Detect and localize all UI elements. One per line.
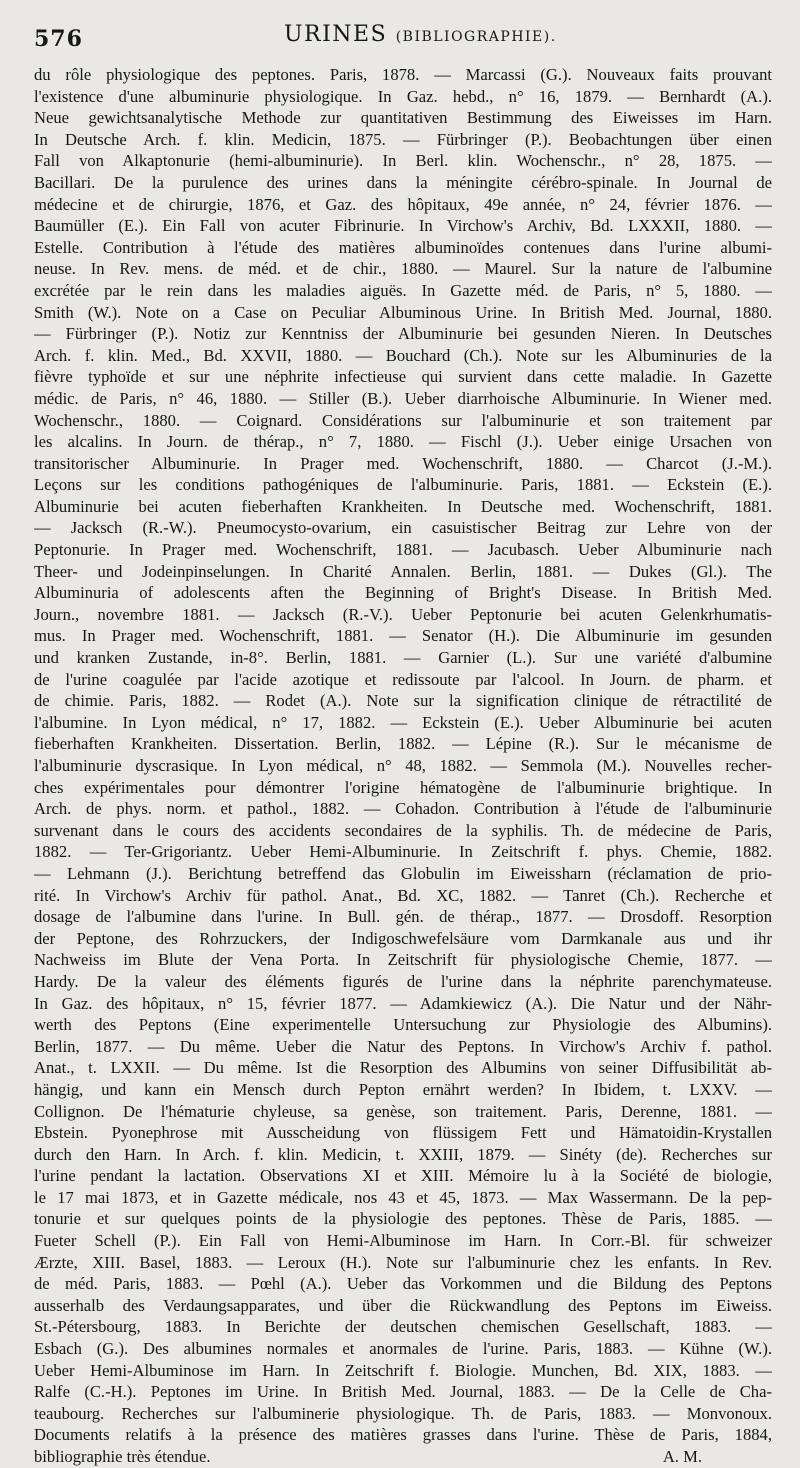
- text-line: de méd. Paris, 1883. — Pœhl (A.). Ueber das Vorkommen und die Bildung des Peptons: [34, 1274, 772, 1294]
- text-line: In Gaz. des hôpitaux, n° 15, février 1877. — Adamkiewicz (A.). Die Natur und der Nähr-: [34, 993, 772, 1013]
- text-line: Theer- und Jodeinpinselungen. In Charité Annalen. Berlin, 1881. — Dukes (Gl.). The: [34, 561, 772, 581]
- text-line: Peptonurie. In Prager med. Wochenschrift, 1881. — Jacubasch. Ueber Albuminurie nach: [34, 540, 772, 560]
- text-line: teaubourg. Recherches sur l'albuminerie physiologique. Th. de Paris, 1883. — Monvonoux.: [34, 1403, 772, 1423]
- text-line: Journ., novembre 1881. — Jacksch (R.-V.). Ueber Peptonurie bei acuten Gelenkrhumatis-: [34, 604, 772, 624]
- text-line: l'existence d'une albuminurie physiologique. In Gaz. hebd., n° 16, 1879. — Bernhardt (A.).: [34, 86, 772, 106]
- text-line: survenant dans le cours des accidents secondaires de la syphilis. Th. de médecine de Paris,: [34, 820, 772, 840]
- text-line: Albuminurie bei acuten fieberhaften Krankheiten. In Deutsche med. Wochenschrift, 1881.: [34, 496, 772, 516]
- text-line: Collignon. De l'hématurie chyleuse, sa genèse, son traitement. Paris, Derenne, 1881. —: [34, 1101, 772, 1121]
- text-line: der Peptone, des Rohrzuckers, der Indigoschwefelsäure vom Darmkanale aus und ihr: [34, 928, 772, 948]
- text-line: — Lehmann (J.). Berichtung betreffend das Globulin im Eiweissharn (réclamation de prio-: [34, 863, 772, 883]
- text-line: Bacillari. De la purulence des urines dans la méningite cérébro-spinale. In Journal de: [34, 172, 772, 192]
- text-line: 1882. — Ter-Grigoriantz. Ueber Hemi-Albuminurie. In Zeitschrift f. phys. Chemie, 1882.: [34, 842, 772, 862]
- text-line: Ueber Hemi-Albuminose im Harn. In Zeitschrift f. Biologie. Munchen, Bd. XIX, 1883. —: [34, 1360, 772, 1380]
- text-line: Arch. f. klin. Med., Bd. XXVII, 1880. — Bouchard (Ch.). Note sur les Albuminuries de la: [34, 345, 772, 365]
- text-line: transitorischer Albuminurie. In Prager med. Wochenschrift, 1880. — Charcot (J.-M.).: [34, 453, 772, 473]
- text-line: le 17 mai 1873, et in Gazette médicale, nos 43 et 45, 1873. — Max Wassermann. De la pep-: [34, 1187, 772, 1207]
- text-line: St.-Pétersbourg, 1883. In Berichte der deutschen chemischen Gesellschaft, 1883. —: [34, 1317, 772, 1337]
- text-line: dosage de l'albumine dans l'urine. In Bull. gén. de thérap., 1877. — Drosdoff. Resorption: [34, 907, 772, 927]
- text-line: Anat., t. LXXII. — Du même. Ist die Resorption des Albumins von seiner Diffusibilität ab-: [34, 1058, 772, 1078]
- text-line: Smith (W.). Note on a Case on Peculiar Albuminous Urine. In British Med. Journal, 1880.: [34, 302, 772, 322]
- text-line: les alcalins. In Journ. de thérap., n° 7, 1880. — Fischl (J.). Ueber einige Ursachen von: [34, 432, 772, 452]
- text-line: und kranken Zustande, in-8°. Berlin, 1881. — Garnier (L.). Sur une variété d'albumine: [34, 648, 772, 668]
- text-line: neuse. In Rev. mens. de méd. et de chir., 1880. — Maurel. Sur la nature de l'albumine: [34, 259, 772, 279]
- text-line: tonurie et sur quelques points de la physiologie des peptones. Thèse de Paris, 1885. —: [34, 1209, 772, 1229]
- text-line: du rôle physiologique des peptones. Paris, 1878. — Marcassi (G.). Nouveaux faits prouvant: [34, 65, 772, 84]
- text-line: werth des Peptons (Eine experimentelle Untersuchung zur Physiologie des Albumins).: [34, 1015, 772, 1035]
- text-line: ches expérimentales pour démontrer l'origine hématogène de l'albuminurie brightique. In: [34, 777, 772, 797]
- text-line: rité. In Virchow's Archiv für pathol. Anat., Bd. XC, 1882. — Tanret (Ch.). Recherche et: [34, 885, 772, 905]
- running-title-subtitle: (BIBLIOGRAPHIE).: [395, 29, 557, 45]
- text-line: — Fürbringer (P.). Notiz zur Kenntniss der Albuminurie bei gesunden Nieren. In Deutsches: [34, 324, 772, 344]
- bibliography-last-line: bibliographie très étendue.: [34, 1447, 211, 1466]
- text-line: excrétée par le rein dans les maladies aiguës. In Gazette méd. de Paris, n° 5, 1880. —: [34, 280, 772, 300]
- page-number: 576: [34, 26, 83, 52]
- text-line: Ebstein. Pyonephrose mit Ausscheidung von flüssigem Fett und Hämatoidin-Krystallen: [34, 1123, 772, 1143]
- text-line: hängig, und kann ein Mensch durch Pepton ernährt werden? In Ibidem, t. LXXV. —: [34, 1079, 772, 1099]
- text-line: médecine et de chirurgie, 1876, et Gaz. des hôpitaux, 49e année, n° 24, février 1876. —: [34, 194, 772, 214]
- text-line: Ærzte, XIII. Basel, 1883. — Leroux (H.). Note sur l'albuminurie chez les enfants. In Rev.: [34, 1252, 772, 1272]
- text-line: Wochenschr., 1880. — Coignard. Considérations sur l'albuminurie et son traitement par: [34, 410, 772, 430]
- text-line: fieberhaften Krankheiten. Dissertation. Berlin, 1882. — Lépine (R.). Sur le mécanisme de: [34, 734, 772, 754]
- text-line: l'albumine. In Lyon médical, n° 17, 1882. — Eckstein (E.). Ueber Albuminurie bei acuten: [34, 712, 772, 732]
- text-line: Hardy. De la valeur des éléments figurés de l'urine dans la néphrite parenchymateuse.: [34, 971, 772, 991]
- text-line: Fueter Schell (P.). Ein Fall von Hemi-Albuminose im Harn. In Corr.-Bl. für schweizer: [34, 1231, 772, 1251]
- text-line: Albuminuria of adolescents aften the Beginning of Bright's Disease. In British Med.: [34, 583, 772, 603]
- text-line: de chimie. Paris, 1882. — Rodet (A.). Note sur la signification clinique de rétractilité de: [34, 691, 772, 711]
- text-line: Fall von Alkaptonurie (hemi-albuminurie). In Berl. klin. Wochenschr., n° 28, 1875. —: [34, 151, 772, 171]
- text-line: durch den Harn. In Arch. f. klin. Medicin, t. XXIII, 1879. — Sinéty (de). Recherches sur: [34, 1144, 772, 1164]
- text-line: Documents relatifs à la présence des matières grasses dans l'urine. Thèse de Paris, 1884,: [34, 1425, 772, 1445]
- text-line: Estelle. Contribution à l'étude des matières albuminoïdes contenues dans l'urine albumi-: [34, 237, 772, 257]
- running-title-main: URINES: [284, 22, 388, 47]
- text-line: ausserhalb des Verdaungsapparates, und über die Rückwandlung des Peptons im Eiweiss.: [34, 1295, 772, 1315]
- text-line: Berlin, 1877. — Du même. Ueber die Natur des Peptons. In Virchow's Archiv f. pathol.: [34, 1036, 772, 1056]
- text-line: — Jacksch (R.-W.). Pneumocysto-ovarium, ein casuistischer Beitrag zur Lehre von der: [34, 518, 772, 538]
- text-line: mus. In Prager med. Wochenschrift, 1881. — Senator (H.). Die Albuminurie im gesunden: [34, 626, 772, 646]
- bibliography-text: [34, 64, 772, 1446]
- text-line: l'urine pendant la lactation. Observations XI et XIII. Mémoire lu à la Société de biologie,: [34, 1166, 772, 1186]
- text-line: l'albuminurie dyscrasique. In Lyon médical, n° 48, 1882. — Semmola (M.). Nouvelles recher-: [34, 756, 772, 775]
- text-line: In Deutsche Arch. f. klin. Medicin, 1875. — Fürbringer (P.). Beobachtungen über einen: [34, 129, 772, 149]
- page-header: [34, 10, 772, 58]
- text-line: Neue gewichtsanalytische Methode zur quantitativen Bestimmung des Eiweisses im Harn.: [34, 108, 772, 128]
- text-line: de l'urine coagulée par l'acide azotique et redissoute par l'alcool. In Journ. de pharm. et: [34, 669, 772, 689]
- text-line: Leçons sur les conditions pathogéniques de l'albuminurie. Paris, 1881. — Eckstein (E.).: [34, 475, 772, 495]
- text-line: Nachweiss im Blute der Vena Porta. In Zeitschrift für physiologische Chemie, 1877. —: [34, 950, 772, 970]
- text-line: Arch. de phys. norm. et pathol., 1882. — Cohadon. Contribution à l'étude de l'albuminurie: [34, 799, 772, 819]
- text-line: médic. de Paris, n° 46, 1880. — Stiller (B.). Ueber diarrhoische Albuminurie. In Wiener med.: [34, 388, 772, 408]
- text-line: Ralfe (C.-H.). Peptones im Urine. In British Med. Journal, 1883. — De la Celle de Cha-: [34, 1382, 772, 1402]
- text-line: fièvre typhoïde et sur une néphrite infectieuse qui survient dans cette maladie. In Gazette: [34, 367, 772, 387]
- text-line: Baumüller (E.). Ein Fall von acuter Fibrinurie. In Virchow's Archiv, Bd. LXXXII, 1880. —: [34, 216, 772, 236]
- author-signature: A. M.: [662, 1447, 702, 1466]
- page-footer: [34, 1446, 772, 1468]
- text-line: Esbach (G.). Des albumines normales et anormales de l'urine. Paris, 1883. — Kühne (W.).: [34, 1339, 772, 1359]
- running-title: [284, 22, 557, 47]
